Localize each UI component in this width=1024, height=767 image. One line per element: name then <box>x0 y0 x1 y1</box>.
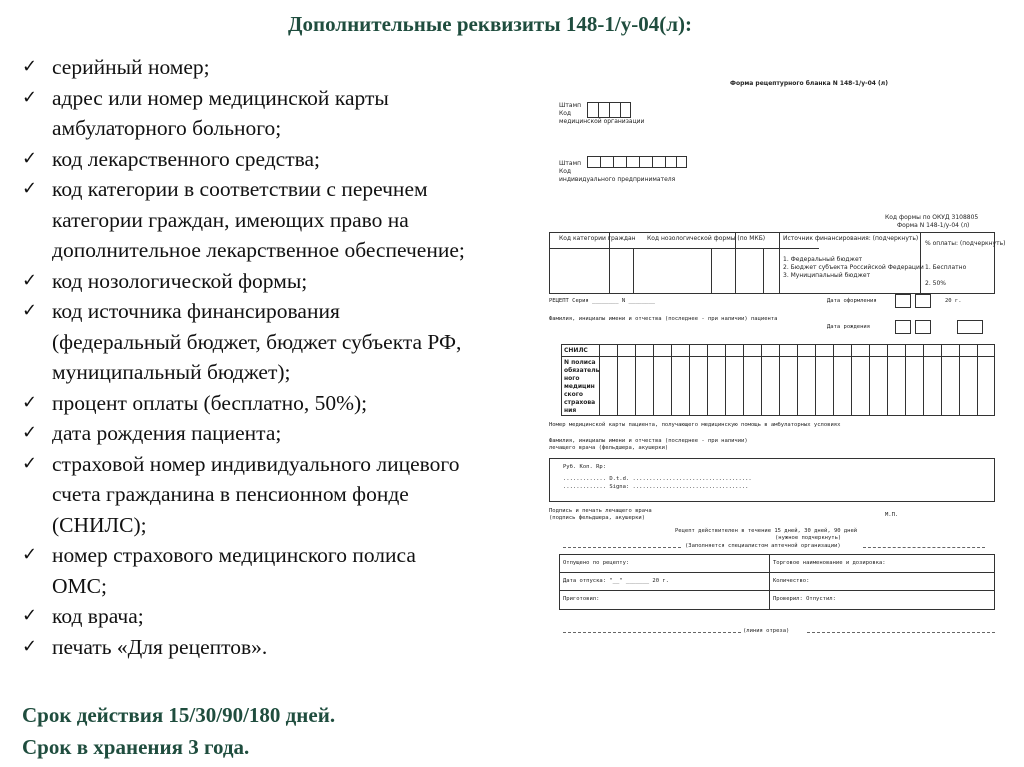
dtd-line: ............. D.t.d. .................................... <box>563 476 752 482</box>
divider <box>609 102 610 118</box>
policy-label: N полиса <box>564 359 596 366</box>
divider <box>869 344 870 416</box>
code-boxes <box>587 156 687 168</box>
list-item-text: счета гражданина в пенсионном фонде <box>52 482 409 506</box>
list-item-text: код категории в соответствии с перечнем <box>52 177 428 201</box>
divider <box>599 344 600 416</box>
list-item <box>22 449 557 480</box>
payment-option: 1. Бесплатно <box>925 264 967 271</box>
list-item <box>22 632 557 663</box>
checkmark-icon: ✓ <box>22 391 38 413</box>
checkmark-icon: ✓ <box>22 178 38 199</box>
checkmark-icon: ✓ <box>22 422 38 443</box>
list-item-continuation <box>22 235 557 266</box>
list-item-continuation <box>22 510 557 541</box>
mp-label: М.П. <box>885 512 899 518</box>
table-cell: Приготовил: <box>563 596 600 602</box>
list-item-continuation <box>22 571 557 602</box>
divider <box>626 156 627 168</box>
list-item-text: код врача; <box>52 604 144 628</box>
finance-option: 2. Бюджет субъекта Российской Федерации <box>783 264 924 271</box>
signature-line: (подпись фельдшера, акушерки) <box>549 515 646 521</box>
checkmark-icon: ✓ <box>22 605 38 626</box>
list-item <box>22 266 557 297</box>
list-item-continuation <box>22 357 557 388</box>
list-item-continuation <box>22 205 557 236</box>
divider <box>598 102 599 118</box>
checkmark-icon: ✓ <box>22 544 38 565</box>
stamp1-line: медицинской организации <box>559 118 645 125</box>
divider <box>920 232 921 294</box>
finance-option: 3. Муниципальный бюджет <box>783 272 871 279</box>
date-box <box>915 320 931 334</box>
prescription-form-image <box>545 72 1006 672</box>
divider <box>707 344 708 416</box>
divider <box>613 156 614 168</box>
year-label: 20 г. <box>945 298 962 304</box>
stamp2-line: Код <box>559 168 572 175</box>
okud-code: Код формы по ОКУД 3108805 <box>885 214 979 221</box>
divider <box>620 102 621 118</box>
divider <box>977 344 978 416</box>
list-item <box>22 388 557 419</box>
divider <box>763 248 764 294</box>
table-cell: Торговое наименование и дозировка: <box>773 560 886 566</box>
divider <box>635 344 636 416</box>
stamp2-line: Штамп <box>559 160 582 167</box>
list-item-text: адрес или номер медицинской карты <box>52 85 389 110</box>
divider <box>671 344 672 416</box>
divider <box>559 572 995 573</box>
rp-label: Руб. Коп. Rp: <box>563 464 607 470</box>
checkmark-icon: ✓ <box>22 452 38 474</box>
patient-fio: Фамилия, инициалы имени и отчества (последнее - при наличии) пациента <box>549 316 778 322</box>
divider <box>769 554 770 610</box>
form-header: Форма рецептурного бланка N 148-1/у-04 (л) <box>730 80 888 87</box>
divider <box>833 344 834 416</box>
list-item <box>22 540 557 571</box>
stamp1-line: Штамп <box>559 102 582 109</box>
divider <box>851 344 852 416</box>
recipe-series-line: РЕЦЕПТ Серия ________ N ________ <box>549 298 655 304</box>
divider <box>779 344 780 416</box>
divider <box>711 248 712 294</box>
date-box <box>895 294 911 308</box>
divider <box>725 344 726 416</box>
policy-label: ного <box>564 375 580 382</box>
table-cell: Количество: <box>773 578 810 584</box>
divider <box>633 248 634 294</box>
list-item-text: дата рождения пациента; <box>52 421 282 445</box>
list-item-text: (СНИЛС); <box>52 512 147 537</box>
slide-title: Дополнительные реквизиты 148-1/у-04(л): <box>288 12 692 36</box>
checkmark-icon: ✓ <box>22 300 38 321</box>
storage-note: Срок в хранения 3 года. <box>22 735 250 759</box>
cut-line-label: (линия отреза) <box>743 628 790 634</box>
list-item-text: дополнительное лекарственное обеспечение; <box>52 238 465 262</box>
policy-label: ния <box>564 407 577 414</box>
divider <box>689 344 690 416</box>
list-item-continuation <box>22 327 557 358</box>
divider <box>761 344 762 416</box>
list-item-text: печать «Для рецептов». <box>52 634 268 659</box>
dashed-line <box>863 547 985 548</box>
dashed-line <box>563 547 681 548</box>
list-item-text: процент оплаты (бесплатно, 50%); <box>52 390 368 415</box>
col-category: Код категории граждан <box>559 235 636 242</box>
list-item-text: категории граждан, имеющих право на <box>52 207 409 232</box>
divider <box>941 344 942 416</box>
list-item-text: код источника финансирования <box>52 299 340 323</box>
divider <box>743 344 744 416</box>
list-item <box>22 144 557 175</box>
list-item <box>22 174 557 205</box>
list-item-text: код лекарственного средства; <box>52 146 320 171</box>
policy-label: страхова <box>564 399 596 406</box>
divider <box>639 156 640 168</box>
table-cell: Проверил: Отпустил: <box>773 596 836 602</box>
checkmark-icon: ✓ <box>22 635 38 657</box>
list-item-text: номер страхового медицинского полиса <box>52 543 416 567</box>
birth-label: Дата рождения <box>827 324 871 330</box>
col-finance: Источник финансирования: (подчеркнуть) <box>783 235 919 242</box>
policy-label: обязатель <box>564 367 600 374</box>
dashed-line <box>807 632 995 633</box>
divider <box>617 344 618 416</box>
list-item <box>22 296 557 327</box>
table-cell: Дата отпуска: "__" _______ 20 г. <box>563 578 669 584</box>
signa-line: ............. Signa: ................................... <box>563 484 749 490</box>
divider <box>561 356 995 357</box>
policy-label: ского <box>564 391 584 398</box>
validity-note: Срок действия 15/30/90/180 дней. <box>22 703 336 727</box>
divider <box>779 232 780 294</box>
form-number: Форма N 148-1/у-04 (л) <box>897 222 970 229</box>
list-item-text: код нозологической формы; <box>52 268 308 293</box>
signature-line: Подпись и печать лечащего врача <box>549 508 652 514</box>
list-item-text: амбулаторного больного; <box>52 116 282 140</box>
divider <box>923 344 924 416</box>
date-box <box>957 320 983 334</box>
divider <box>665 156 666 168</box>
payment-option: 2. 50% <box>925 280 946 287</box>
checkmark-icon: ✓ <box>22 86 38 108</box>
stamp1-line: Код <box>559 110 572 117</box>
validity-line: Рецепт действителен в течение 15 дней, 30 дней, 90 дней <box>675 528 858 534</box>
divider <box>815 344 816 416</box>
list-item-text: (федеральный бюджет, бюджет субъекта РФ, <box>52 329 462 354</box>
dashed-line <box>563 632 741 633</box>
snils-label: СНИЛС <box>564 347 588 354</box>
doctor-fio: лечащего врача (фельдшера, акушерки) <box>549 445 669 451</box>
list-item-text: серийный номер; <box>52 55 210 79</box>
list-item <box>22 83 557 114</box>
divider <box>600 156 601 168</box>
list-item-text: ОМС; <box>52 573 107 598</box>
validity-hint: (нужное подчеркнуть) <box>775 535 842 541</box>
list-item <box>22 418 557 449</box>
list-item <box>22 601 557 632</box>
list-item-continuation <box>22 479 557 510</box>
divider <box>959 344 960 416</box>
col-nosology: Код нозологической формы (по МКБ) <box>647 235 766 242</box>
finance-option: 1. Федеральный бюджет <box>783 256 863 263</box>
checkmark-icon: ✓ <box>22 147 38 169</box>
list-item-text: муниципальный бюджет); <box>52 360 291 384</box>
divider <box>653 344 654 416</box>
divider <box>905 344 906 416</box>
rp-area <box>549 458 995 502</box>
checkmark-icon: ✓ <box>22 269 38 291</box>
date-box <box>895 320 911 334</box>
stamp2-line: индивидуального предпринимателя <box>559 176 676 183</box>
date-box <box>915 294 931 308</box>
policy-label: медицин <box>564 383 595 390</box>
requisites-list <box>22 52 557 662</box>
doctor-fio: Фамилия, инициалы имени и отчества (последнее - при наличии) <box>549 438 748 444</box>
col-payment: % оплаты: (подчеркнуть) <box>925 240 1006 247</box>
divider <box>676 156 677 168</box>
list-item-continuation <box>22 113 557 144</box>
pharmacy-note: (Заполняется специалистом аптечной организации) <box>685 543 841 549</box>
card-line: Номер медицинской карты пациента, получающего медицинскую помощь в амбулаторных условиях <box>549 422 841 428</box>
date-label: Дата оформления <box>827 298 877 304</box>
list-item <box>22 52 557 83</box>
divider <box>797 344 798 416</box>
snils-grid <box>561 344 995 416</box>
divider <box>559 590 995 591</box>
divider <box>652 156 653 168</box>
list-item-text: страховой номер индивидуального лицевого <box>52 451 460 476</box>
table-cell: Отпущено по рецепту: <box>563 560 630 566</box>
checkmark-icon: ✓ <box>22 56 38 77</box>
divider <box>887 344 888 416</box>
